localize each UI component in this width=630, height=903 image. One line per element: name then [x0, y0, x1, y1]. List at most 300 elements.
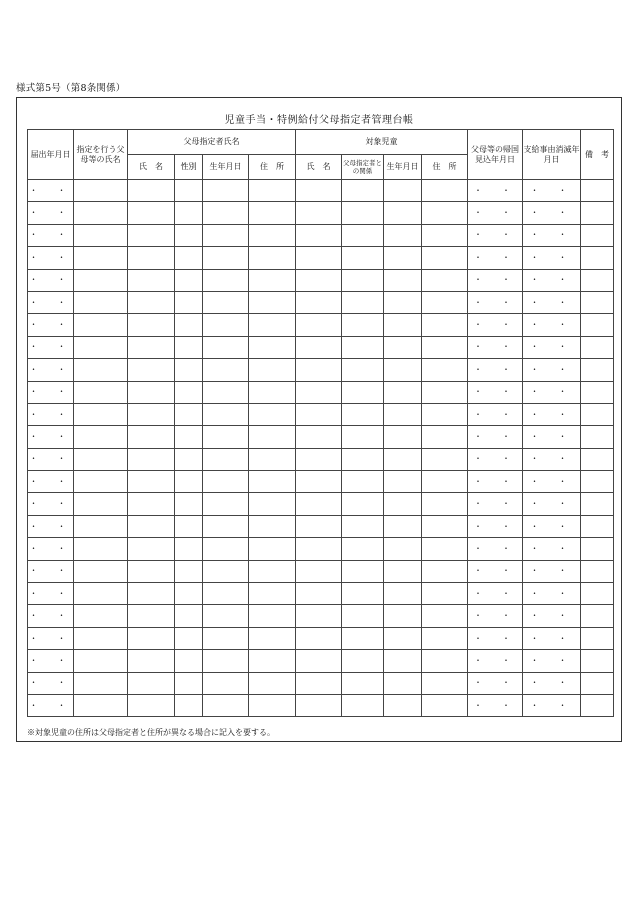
- table-cell[interactable]: [296, 314, 342, 336]
- table-cell[interactable]: [296, 672, 342, 694]
- table-cell[interactable]: [128, 359, 175, 381]
- return-date-cell[interactable]: ・ ・: [468, 471, 523, 493]
- table-cell[interactable]: [384, 291, 422, 313]
- table-cell[interactable]: [581, 672, 614, 694]
- table-cell[interactable]: [422, 426, 468, 448]
- table-cell[interactable]: [74, 672, 128, 694]
- table-cell[interactable]: [203, 605, 249, 627]
- table-cell[interactable]: [384, 247, 422, 269]
- termination-date-cell[interactable]: ・ ・: [523, 336, 581, 358]
- table-cell[interactable]: [422, 650, 468, 672]
- table-cell[interactable]: [249, 359, 296, 381]
- return-date-cell[interactable]: ・ ・: [468, 583, 523, 605]
- table-cell[interactable]: [422, 493, 468, 515]
- table-cell[interactable]: [581, 359, 614, 381]
- table-cell[interactable]: [175, 515, 203, 537]
- table-cell[interactable]: [175, 493, 203, 515]
- table-cell[interactable]: [384, 448, 422, 470]
- table-cell[interactable]: [175, 471, 203, 493]
- return-date-cell[interactable]: ・ ・: [468, 650, 523, 672]
- table-cell[interactable]: [175, 672, 203, 694]
- table-cell[interactable]: [342, 605, 384, 627]
- table-cell[interactable]: [581, 336, 614, 358]
- filing-date-cell[interactable]: ・ ・: [28, 403, 74, 425]
- table-cell[interactable]: [296, 202, 342, 224]
- filing-date-cell[interactable]: ・ ・: [28, 426, 74, 448]
- table-cell[interactable]: [342, 180, 384, 202]
- filing-date-cell[interactable]: ・ ・: [28, 381, 74, 403]
- table-cell[interactable]: [422, 538, 468, 560]
- table-cell[interactable]: [581, 314, 614, 336]
- table-cell[interactable]: [581, 381, 614, 403]
- table-cell[interactable]: [74, 650, 128, 672]
- table-cell[interactable]: [384, 627, 422, 649]
- table-cell[interactable]: [128, 560, 175, 582]
- table-cell[interactable]: [128, 381, 175, 403]
- table-cell[interactable]: [128, 314, 175, 336]
- termination-date-cell[interactable]: ・ ・: [523, 694, 581, 716]
- table-cell[interactable]: [128, 291, 175, 313]
- return-date-cell[interactable]: ・ ・: [468, 560, 523, 582]
- termination-date-cell[interactable]: ・ ・: [523, 627, 581, 649]
- table-cell[interactable]: [342, 269, 384, 291]
- termination-date-cell[interactable]: ・ ・: [523, 314, 581, 336]
- termination-date-cell[interactable]: ・ ・: [523, 583, 581, 605]
- table-cell[interactable]: [128, 180, 175, 202]
- table-cell[interactable]: [342, 403, 384, 425]
- table-cell[interactable]: [175, 202, 203, 224]
- table-cell[interactable]: [128, 627, 175, 649]
- table-cell[interactable]: [203, 314, 249, 336]
- table-cell[interactable]: [74, 202, 128, 224]
- table-cell[interactable]: [128, 672, 175, 694]
- table-cell[interactable]: [296, 471, 342, 493]
- table-cell[interactable]: [175, 336, 203, 358]
- table-cell[interactable]: [296, 538, 342, 560]
- table-cell[interactable]: [342, 359, 384, 381]
- table-cell[interactable]: [581, 471, 614, 493]
- return-date-cell[interactable]: ・ ・: [468, 291, 523, 313]
- table-cell[interactable]: [384, 336, 422, 358]
- table-cell[interactable]: [74, 538, 128, 560]
- table-cell[interactable]: [581, 202, 614, 224]
- table-cell[interactable]: [203, 247, 249, 269]
- table-cell[interactable]: [581, 694, 614, 716]
- termination-date-cell[interactable]: ・ ・: [523, 403, 581, 425]
- table-cell[interactable]: [249, 180, 296, 202]
- table-cell[interactable]: [74, 269, 128, 291]
- return-date-cell[interactable]: ・ ・: [468, 359, 523, 381]
- table-cell[interactable]: [422, 359, 468, 381]
- table-cell[interactable]: [203, 202, 249, 224]
- table-cell[interactable]: [203, 672, 249, 694]
- table-cell[interactable]: [581, 224, 614, 246]
- table-cell[interactable]: [384, 202, 422, 224]
- termination-date-cell[interactable]: ・ ・: [523, 560, 581, 582]
- table-cell[interactable]: [296, 493, 342, 515]
- return-date-cell[interactable]: ・ ・: [468, 180, 523, 202]
- return-date-cell[interactable]: ・ ・: [468, 448, 523, 470]
- table-cell[interactable]: [203, 493, 249, 515]
- table-cell[interactable]: [581, 448, 614, 470]
- table-cell[interactable]: [203, 180, 249, 202]
- table-cell[interactable]: [203, 694, 249, 716]
- table-cell[interactable]: [581, 403, 614, 425]
- table-cell[interactable]: [422, 381, 468, 403]
- table-cell[interactable]: [422, 224, 468, 246]
- table-cell[interactable]: [203, 336, 249, 358]
- table-cell[interactable]: [384, 403, 422, 425]
- table-cell[interactable]: [342, 560, 384, 582]
- table-cell[interactable]: [128, 403, 175, 425]
- termination-date-cell[interactable]: ・ ・: [523, 515, 581, 537]
- table-cell[interactable]: [203, 560, 249, 582]
- table-cell[interactable]: [203, 381, 249, 403]
- table-cell[interactable]: [203, 515, 249, 537]
- return-date-cell[interactable]: ・ ・: [468, 336, 523, 358]
- return-date-cell[interactable]: ・ ・: [468, 605, 523, 627]
- table-cell[interactable]: [296, 359, 342, 381]
- filing-date-cell[interactable]: ・ ・: [28, 538, 74, 560]
- table-cell[interactable]: [422, 247, 468, 269]
- return-date-cell[interactable]: ・ ・: [468, 314, 523, 336]
- table-cell[interactable]: [342, 538, 384, 560]
- termination-date-cell[interactable]: ・ ・: [523, 247, 581, 269]
- table-cell[interactable]: [128, 515, 175, 537]
- table-cell[interactable]: [296, 180, 342, 202]
- table-cell[interactable]: [296, 583, 342, 605]
- table-cell[interactable]: [74, 694, 128, 716]
- table-cell[interactable]: [296, 291, 342, 313]
- table-cell[interactable]: [74, 605, 128, 627]
- table-cell[interactable]: [249, 426, 296, 448]
- table-cell[interactable]: [342, 202, 384, 224]
- filing-date-cell[interactable]: ・ ・: [28, 247, 74, 269]
- table-cell[interactable]: [175, 426, 203, 448]
- filing-date-cell[interactable]: ・ ・: [28, 650, 74, 672]
- termination-date-cell[interactable]: ・ ・: [523, 672, 581, 694]
- table-cell[interactable]: [74, 403, 128, 425]
- table-cell[interactable]: [296, 605, 342, 627]
- table-cell[interactable]: [422, 448, 468, 470]
- filing-date-cell[interactable]: ・ ・: [28, 314, 74, 336]
- table-cell[interactable]: [342, 224, 384, 246]
- table-cell[interactable]: [249, 202, 296, 224]
- table-cell[interactable]: [422, 291, 468, 313]
- table-cell[interactable]: [249, 694, 296, 716]
- table-cell[interactable]: [384, 314, 422, 336]
- table-cell[interactable]: [296, 269, 342, 291]
- table-cell[interactable]: [384, 694, 422, 716]
- table-cell[interactable]: [342, 314, 384, 336]
- table-cell[interactable]: [249, 448, 296, 470]
- table-cell[interactable]: [342, 336, 384, 358]
- table-cell[interactable]: [74, 224, 128, 246]
- table-cell[interactable]: [249, 493, 296, 515]
- table-cell[interactable]: [203, 471, 249, 493]
- table-cell[interactable]: [384, 538, 422, 560]
- table-cell[interactable]: [581, 291, 614, 313]
- filing-date-cell[interactable]: ・ ・: [28, 515, 74, 537]
- table-cell[interactable]: [296, 247, 342, 269]
- table-cell[interactable]: [384, 560, 422, 582]
- table-cell[interactable]: [203, 269, 249, 291]
- table-cell[interactable]: [203, 627, 249, 649]
- termination-date-cell[interactable]: ・ ・: [523, 180, 581, 202]
- table-cell[interactable]: [581, 583, 614, 605]
- table-cell[interactable]: [422, 694, 468, 716]
- table-cell[interactable]: [128, 426, 175, 448]
- table-cell[interactable]: [422, 672, 468, 694]
- table-cell[interactable]: [249, 560, 296, 582]
- table-cell[interactable]: [74, 247, 128, 269]
- table-cell[interactable]: [74, 560, 128, 582]
- table-cell[interactable]: [581, 627, 614, 649]
- table-cell[interactable]: [249, 291, 296, 313]
- return-date-cell[interactable]: ・ ・: [468, 247, 523, 269]
- table-cell[interactable]: [422, 471, 468, 493]
- table-cell[interactable]: [128, 694, 175, 716]
- termination-date-cell[interactable]: ・ ・: [523, 448, 581, 470]
- table-cell[interactable]: [296, 381, 342, 403]
- filing-date-cell[interactable]: ・ ・: [28, 471, 74, 493]
- table-cell[interactable]: [342, 583, 384, 605]
- table-cell[interactable]: [296, 627, 342, 649]
- table-cell[interactable]: [296, 426, 342, 448]
- termination-date-cell[interactable]: ・ ・: [523, 269, 581, 291]
- table-cell[interactable]: [128, 650, 175, 672]
- table-cell[interactable]: [175, 538, 203, 560]
- table-cell[interactable]: [74, 515, 128, 537]
- table-cell[interactable]: [74, 493, 128, 515]
- table-cell[interactable]: [203, 448, 249, 470]
- table-cell[interactable]: [296, 403, 342, 425]
- table-cell[interactable]: [203, 538, 249, 560]
- filing-date-cell[interactable]: ・ ・: [28, 359, 74, 381]
- table-cell[interactable]: [128, 471, 175, 493]
- filing-date-cell[interactable]: ・ ・: [28, 224, 74, 246]
- table-cell[interactable]: [128, 269, 175, 291]
- table-cell[interactable]: [175, 291, 203, 313]
- table-cell[interactable]: [249, 650, 296, 672]
- table-cell[interactable]: [249, 627, 296, 649]
- termination-date-cell[interactable]: ・ ・: [523, 538, 581, 560]
- table-cell[interactable]: [581, 180, 614, 202]
- table-cell[interactable]: [342, 381, 384, 403]
- table-cell[interactable]: [581, 247, 614, 269]
- table-cell[interactable]: [74, 359, 128, 381]
- table-cell[interactable]: [203, 224, 249, 246]
- return-date-cell[interactable]: ・ ・: [468, 627, 523, 649]
- table-cell[interactable]: [384, 224, 422, 246]
- filing-date-cell[interactable]: ・ ・: [28, 291, 74, 313]
- table-cell[interactable]: [384, 493, 422, 515]
- table-cell[interactable]: [74, 627, 128, 649]
- termination-date-cell[interactable]: ・ ・: [523, 202, 581, 224]
- table-cell[interactable]: [175, 650, 203, 672]
- table-cell[interactable]: [128, 224, 175, 246]
- table-cell[interactable]: [175, 403, 203, 425]
- table-cell[interactable]: [74, 180, 128, 202]
- table-cell[interactable]: [296, 694, 342, 716]
- table-cell[interactable]: [128, 493, 175, 515]
- return-date-cell[interactable]: ・ ・: [468, 202, 523, 224]
- table-cell[interactable]: [128, 247, 175, 269]
- table-cell[interactable]: [175, 269, 203, 291]
- table-cell[interactable]: [249, 583, 296, 605]
- table-cell[interactable]: [581, 650, 614, 672]
- termination-date-cell[interactable]: ・ ・: [523, 605, 581, 627]
- table-cell[interactable]: [249, 403, 296, 425]
- table-cell[interactable]: [74, 426, 128, 448]
- table-cell[interactable]: [581, 538, 614, 560]
- return-date-cell[interactable]: ・ ・: [468, 672, 523, 694]
- table-cell[interactable]: [175, 560, 203, 582]
- table-cell[interactable]: [249, 515, 296, 537]
- return-date-cell[interactable]: ・ ・: [468, 403, 523, 425]
- table-cell[interactable]: [384, 605, 422, 627]
- table-cell[interactable]: [342, 627, 384, 649]
- termination-date-cell[interactable]: ・ ・: [523, 359, 581, 381]
- table-cell[interactable]: [342, 650, 384, 672]
- table-cell[interactable]: [74, 314, 128, 336]
- table-cell[interactable]: [384, 471, 422, 493]
- filing-date-cell[interactable]: ・ ・: [28, 605, 74, 627]
- termination-date-cell[interactable]: ・ ・: [523, 426, 581, 448]
- table-cell[interactable]: [203, 426, 249, 448]
- return-date-cell[interactable]: ・ ・: [468, 269, 523, 291]
- table-cell[interactable]: [296, 560, 342, 582]
- termination-date-cell[interactable]: ・ ・: [523, 381, 581, 403]
- table-cell[interactable]: [128, 448, 175, 470]
- termination-date-cell[interactable]: ・ ・: [523, 291, 581, 313]
- table-cell[interactable]: [384, 381, 422, 403]
- table-cell[interactable]: [249, 314, 296, 336]
- table-cell[interactable]: [175, 224, 203, 246]
- filing-date-cell[interactable]: ・ ・: [28, 694, 74, 716]
- table-cell[interactable]: [384, 650, 422, 672]
- return-date-cell[interactable]: ・ ・: [468, 381, 523, 403]
- filing-date-cell[interactable]: ・ ・: [28, 336, 74, 358]
- table-cell[interactable]: [249, 336, 296, 358]
- table-cell[interactable]: [175, 448, 203, 470]
- table-cell[interactable]: [581, 493, 614, 515]
- table-cell[interactable]: [203, 359, 249, 381]
- table-cell[interactable]: [422, 515, 468, 537]
- table-cell[interactable]: [422, 560, 468, 582]
- filing-date-cell[interactable]: ・ ・: [28, 560, 74, 582]
- table-cell[interactable]: [384, 269, 422, 291]
- table-cell[interactable]: [74, 448, 128, 470]
- filing-date-cell[interactable]: ・ ・: [28, 448, 74, 470]
- table-cell[interactable]: [249, 605, 296, 627]
- table-cell[interactable]: [203, 291, 249, 313]
- table-cell[interactable]: [175, 583, 203, 605]
- table-cell[interactable]: [422, 269, 468, 291]
- table-cell[interactable]: [296, 448, 342, 470]
- table-cell[interactable]: [175, 627, 203, 649]
- filing-date-cell[interactable]: ・ ・: [28, 180, 74, 202]
- return-date-cell[interactable]: ・ ・: [468, 538, 523, 560]
- table-cell[interactable]: [175, 359, 203, 381]
- table-cell[interactable]: [296, 650, 342, 672]
- table-cell[interactable]: [203, 650, 249, 672]
- table-cell[interactable]: [175, 605, 203, 627]
- table-cell[interactable]: [128, 583, 175, 605]
- termination-date-cell[interactable]: ・ ・: [523, 493, 581, 515]
- table-cell[interactable]: [203, 583, 249, 605]
- table-cell[interactable]: [175, 381, 203, 403]
- filing-date-cell[interactable]: ・ ・: [28, 583, 74, 605]
- table-cell[interactable]: [342, 426, 384, 448]
- table-cell[interactable]: [384, 672, 422, 694]
- table-cell[interactable]: [581, 605, 614, 627]
- filing-date-cell[interactable]: ・ ・: [28, 627, 74, 649]
- termination-date-cell[interactable]: ・ ・: [523, 224, 581, 246]
- table-cell[interactable]: [422, 336, 468, 358]
- table-cell[interactable]: [175, 247, 203, 269]
- table-cell[interactable]: [74, 381, 128, 403]
- termination-date-cell[interactable]: ・ ・: [523, 471, 581, 493]
- table-cell[interactable]: [74, 336, 128, 358]
- table-cell[interactable]: [422, 202, 468, 224]
- table-cell[interactable]: [175, 694, 203, 716]
- table-cell[interactable]: [581, 560, 614, 582]
- table-cell[interactable]: [249, 247, 296, 269]
- table-cell[interactable]: [249, 381, 296, 403]
- table-cell[interactable]: [422, 627, 468, 649]
- table-cell[interactable]: [384, 180, 422, 202]
- table-cell[interactable]: [203, 403, 249, 425]
- table-cell[interactable]: [175, 180, 203, 202]
- table-cell[interactable]: [342, 515, 384, 537]
- table-cell[interactable]: [384, 426, 422, 448]
- table-cell[interactable]: [342, 672, 384, 694]
- termination-date-cell[interactable]: ・ ・: [523, 650, 581, 672]
- return-date-cell[interactable]: ・ ・: [468, 694, 523, 716]
- return-date-cell[interactable]: ・ ・: [468, 493, 523, 515]
- table-cell[interactable]: [128, 202, 175, 224]
- table-cell[interactable]: [249, 538, 296, 560]
- filing-date-cell[interactable]: ・ ・: [28, 269, 74, 291]
- table-cell[interactable]: [296, 336, 342, 358]
- table-cell[interactable]: [384, 583, 422, 605]
- table-cell[interactable]: [422, 180, 468, 202]
- table-cell[interactable]: [296, 224, 342, 246]
- return-date-cell[interactable]: ・ ・: [468, 426, 523, 448]
- table-cell[interactable]: [342, 471, 384, 493]
- table-cell[interactable]: [342, 694, 384, 716]
- table-cell[interactable]: [74, 291, 128, 313]
- return-date-cell[interactable]: ・ ・: [468, 224, 523, 246]
- table-cell[interactable]: [249, 224, 296, 246]
- table-cell[interactable]: [422, 605, 468, 627]
- return-date-cell[interactable]: ・ ・: [468, 515, 523, 537]
- table-cell[interactable]: [422, 314, 468, 336]
- table-cell[interactable]: [342, 448, 384, 470]
- table-cell[interactable]: [249, 672, 296, 694]
- table-cell[interactable]: [342, 493, 384, 515]
- table-cell[interactable]: [384, 515, 422, 537]
- filing-date-cell[interactable]: ・ ・: [28, 493, 74, 515]
- table-cell[interactable]: [128, 538, 175, 560]
- table-cell[interactable]: [342, 247, 384, 269]
- table-cell[interactable]: [422, 583, 468, 605]
- filing-date-cell[interactable]: ・ ・: [28, 202, 74, 224]
- filing-date-cell[interactable]: ・ ・: [28, 672, 74, 694]
- table-cell[interactable]: [581, 515, 614, 537]
- table-cell[interactable]: [249, 269, 296, 291]
